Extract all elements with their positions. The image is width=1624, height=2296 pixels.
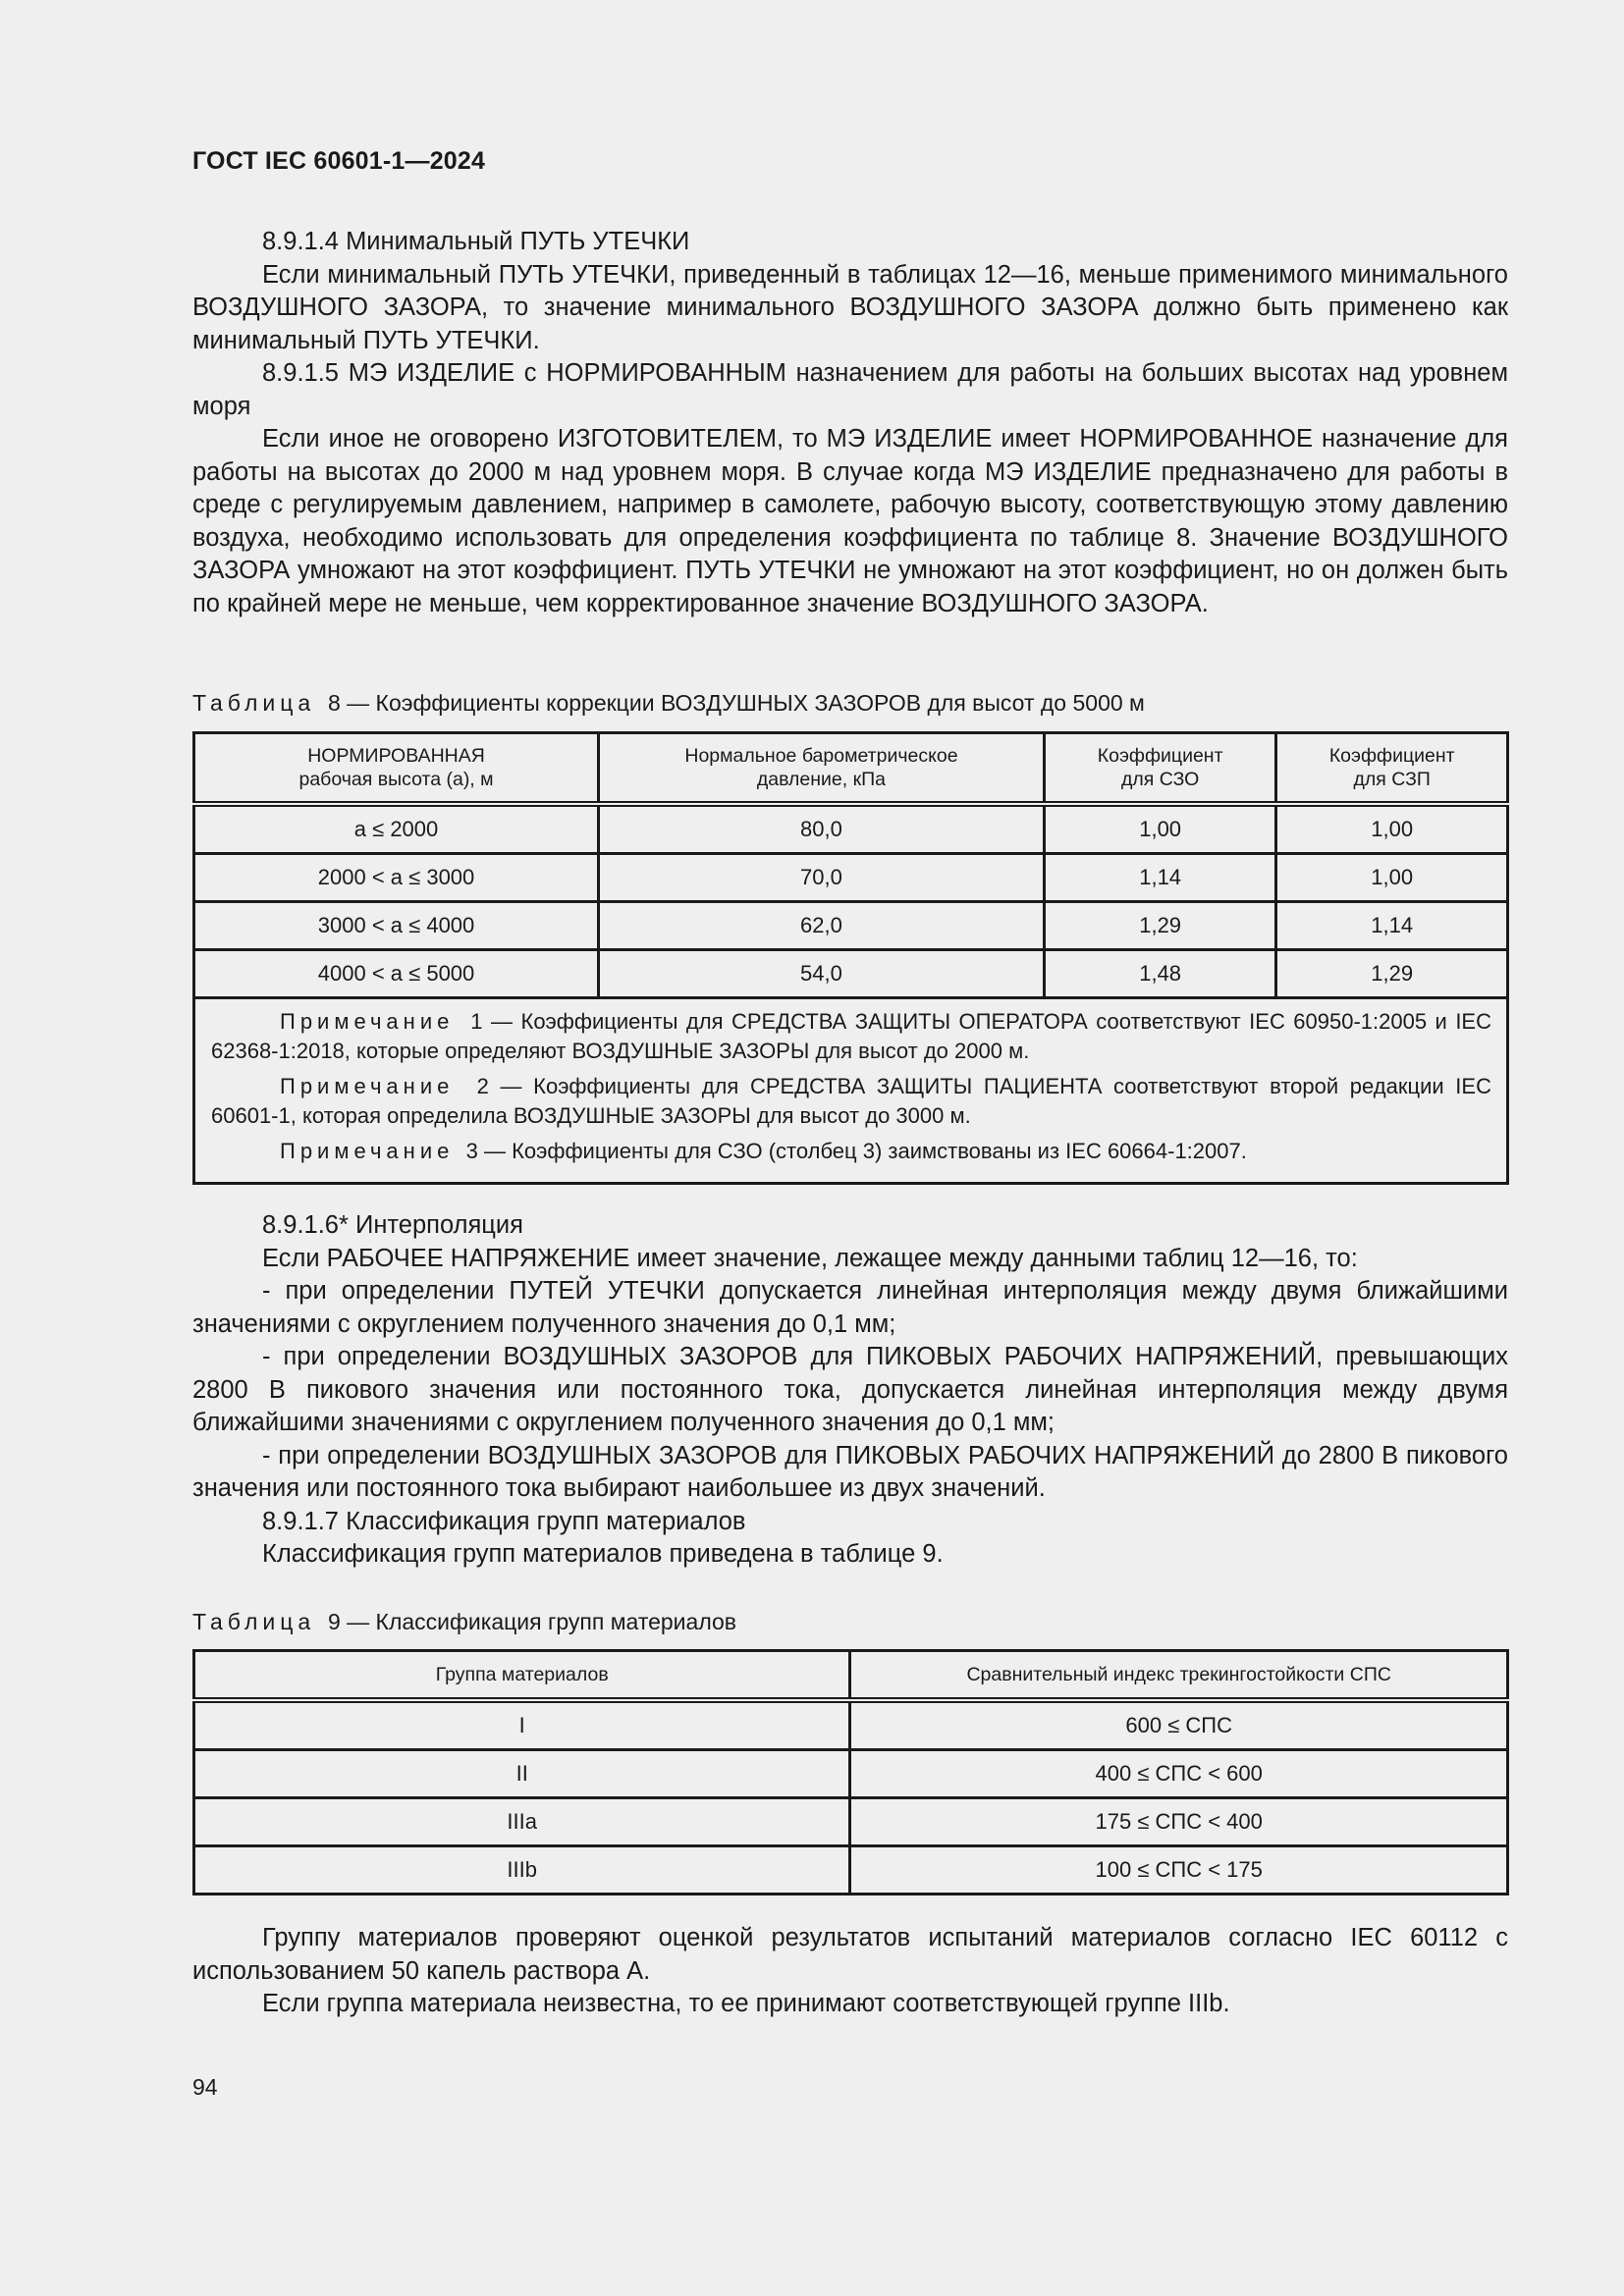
table-cell: 1,29 (1276, 950, 1508, 998)
table9-caption-word: Таблица (192, 1609, 316, 1634)
clause-heading: 8.9.1.4 Минимальный ПУТЬ УТЕЧКИ (262, 228, 690, 255)
table8 (192, 731, 1509, 1185)
table-header-row (194, 1651, 1508, 1701)
table-cell: 2000 < a ≤ 3000 (194, 854, 599, 902)
clause-heading: 8.9.1.5 МЭ ИЗДЕЛИЕ с НОРМИРОВАННЫМ назначением для работы на больших высотах над уровнем моря (192, 359, 1508, 420)
table9 (192, 1649, 1509, 1896)
table-cell: 400 ≤ СПС < 600 (850, 1750, 1508, 1798)
table-cell: 1,14 (1044, 854, 1276, 902)
table-cell: 4000 < a ≤ 5000 (194, 950, 599, 998)
table-cell: 80,0 (599, 804, 1045, 854)
table8-caption (192, 690, 1145, 717)
table-cell: 62,0 (599, 902, 1045, 950)
table-note: Примечание 2 — Коэффициенты для СРЕДСТВА ЗАЩИТЫ ПАЦИЕНТА соответствуют второй редакции IEC 60601-1, которая определила ВОЗДУШНЫЕ ЗАЗОРЫ для высот до 3000 м. (211, 1074, 1491, 1128)
table-cell: 1,00 (1276, 854, 1508, 902)
table-cell: IIIa (194, 1798, 850, 1846)
section-8-9-1-4 (192, 226, 1508, 620)
table8-caption-word: Таблица (192, 690, 316, 716)
table-cell: I (194, 1700, 850, 1750)
table-row (194, 1750, 1508, 1798)
page-number: 94 (192, 2074, 218, 2100)
table9-caption (192, 1609, 736, 1635)
clause-heading: 8.9.1.7 Классификация групп материалов (262, 1507, 746, 1535)
paragraph: Если минимальный ПУТЬ УТЕЧКИ, приведенный в таблицах 12—16, меньше применимого минимального ВОЗДУШНОГО ЗАЗОРА, то значение минимального ВОЗДУШНОГО ЗАЗОРА должно быть применено как минимальный ПУТЬ УТЕЧКИ. (192, 260, 1508, 354)
table-cell: 1,48 (1044, 950, 1276, 998)
table-notes (194, 998, 1508, 1184)
table8-caption-text: 8 — Коэффициенты коррекции ВОЗДУШНЫХ ЗАЗОРОВ для высот до 5000 м (327, 690, 1145, 716)
table-cell: 175 ≤ СПС < 400 (850, 1798, 1508, 1846)
table-header-cell: Коэффициент для СЗО (1044, 733, 1276, 805)
table-cell: 3000 < a ≤ 4000 (194, 902, 599, 950)
table-cell: II (194, 1750, 850, 1798)
table-row (194, 902, 1508, 950)
table-cell: a ≤ 2000 (194, 804, 599, 854)
table-header-cell: Группа материалов (194, 1651, 850, 1701)
clause-heading: 8.9.1.6* Интерполяция (262, 1211, 523, 1239)
table-cell: 100 ≤ СПС < 175 (850, 1846, 1508, 1895)
table-header-row (194, 733, 1508, 805)
table-row (194, 1700, 1508, 1750)
table9-caption-text: 9 — Классификация групп материалов (327, 1609, 737, 1634)
table-header-cell: Нормальное барометрическое давление, кПа (599, 733, 1045, 805)
list-item: - при определении ПУТЕЙ УТЕЧКИ допускается линейная интерполяция между двумя ближайшими значениями с округлением полученного значения до 0,1 мм; (192, 1277, 1508, 1338)
table-note: Примечание 3 — Коэффициенты для СЗО (столбец 3) заимствованы из IEC 60664-1:2007. (280, 1139, 1247, 1163)
table-note: Примечание 1 — Коэффициенты для СРЕДСТВА ЗАЩИТЫ ОПЕРАТОРА соответствуют IEC 60950-1:2005 и IEC 62368-1:2018, которые определяют ВОЗДУШНЫЕ ЗАЗОРЫ для высот до 2000 м. (211, 1009, 1491, 1063)
table-row (194, 1798, 1508, 1846)
section-8-9-1-6 (192, 1209, 1508, 1572)
closing-paragraphs (192, 1922, 1508, 2021)
table-row (194, 804, 1508, 854)
table-header-cell: Сравнительный индекс трекингостойкости СПС (850, 1651, 1508, 1701)
table-notes-row (194, 998, 1508, 1184)
table-cell: 54,0 (599, 950, 1045, 998)
document-header: ГОСТ IEC 60601-1—2024 (192, 147, 486, 175)
paragraph: Группу материалов проверяют оценкой результатов испытаний материалов согласно IEC 60112 с использованием 50 капель раствора А. (192, 1924, 1508, 1985)
table-cell: 1,00 (1044, 804, 1276, 854)
paragraph: Если иное не оговорено ИЗГОТОВИТЕЛЕМ, то МЭ ИЗДЕЛИЕ имеет НОРМИРОВАННОЕ назначение для работы на высотах до 2000 м над уровнем моря. В случае когда МЭ ИЗДЕЛИЕ предназначено для работы в среде с регулируемым давлением, например в самолете, рабочую высоту, соответствующую этому давлению воздуха, необходимо использовать для определения коэффициента по таблице 8. Значение ВОЗДУШНОГО ЗАЗОРА умножают на этот коэффициент. ПУТЬ УТЕЧКИ не умножают на этот коэффициент, но он должен быть по крайней мере не меньше, чем корректированное значение ВОЗДУШНОГО ЗАЗОРА. (192, 425, 1508, 617)
table-cell: IIIb (194, 1846, 850, 1895)
table-header-cell: НОРМИРОВАННАЯ рабочая высота (a), м (194, 733, 599, 805)
table-cell: 1,29 (1044, 902, 1276, 950)
table-row (194, 854, 1508, 902)
paragraph: Если группа материала неизвестна, то ее принимают соответствующей группе IIIb. (262, 1990, 1230, 2017)
list-item: - при определении ВОЗДУШНЫХ ЗАЗОРОВ для ПИКОВЫХ РАБОЧИХ НАПРЯЖЕНИЙ до 2800 В пикового значения или постоянного тока выбирают наибольшее из двух значений. (192, 1441, 1508, 1502)
paragraph: Классификация групп материалов приведена в таблице 9. (262, 1540, 944, 1568)
table-cell: 600 ≤ СПС (850, 1700, 1508, 1750)
table-cell: 1,14 (1276, 902, 1508, 950)
table-row (194, 1846, 1508, 1895)
list-item: - при определении ВОЗДУШНЫХ ЗАЗОРОВ для ПИКОВЫХ РАБОЧИХ НАПРЯЖЕНИЙ, превышающих 2800 В пикового значения или постоянного тока, допускается линейная интерполяция между двумя ближайшими значениями с округлением полученного значения до 0,1 мм; (192, 1343, 1508, 1436)
table-row (194, 950, 1508, 998)
paragraph: Если РАБОЧЕЕ НАПРЯЖЕНИЕ имеет значение, лежащее между данными таблиц 12—16, то: (262, 1244, 1358, 1272)
table-header-cell: Коэффициент для СЗП (1276, 733, 1508, 805)
table-cell: 70,0 (599, 854, 1045, 902)
table-cell: 1,00 (1276, 804, 1508, 854)
